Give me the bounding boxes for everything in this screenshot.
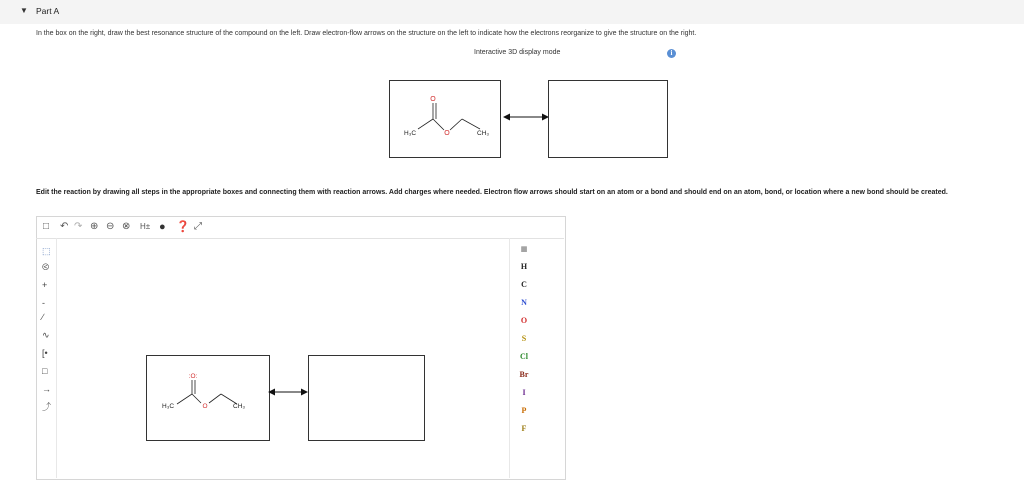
element-palette [509,238,538,478]
editor-methyl-right[interactable]: CH₃ [233,403,246,410]
editor-ester-oxygen[interactable]: O [202,403,208,410]
product-structure-box [548,80,668,158]
chain-tool-icon[interactable]: ∿ [42,330,50,340]
periodic-table-icon[interactable]: ▦ [520,245,528,253]
editor-resonance-arrow[interactable] [268,387,308,397]
editor-carbonyl-oxygen[interactable]: :O: [188,373,198,380]
part-header[interactable] [0,0,1024,24]
resonance-arrow [503,112,549,122]
zoom-in-icon[interactable]: ⊕ [90,221,99,232]
positive-charge-icon[interactable]: + [42,280,48,290]
undo-icon[interactable]: ↶ [60,221,69,232]
curved-arrow-icon[interactable]: ⤴ [42,402,52,412]
part-title: Part A [36,6,60,16]
bracket-tool-icon[interactable]: [• [42,348,48,358]
editor-product-box[interactable] [308,355,425,441]
info-circle-icon[interactable]: ● [159,221,166,233]
help-icon[interactable]: ❓ [176,221,190,233]
collapse-caret-icon[interactable]: ▼ [20,6,28,15]
methyl-left-label: H₃C [404,130,417,137]
element-f[interactable]: F [521,424,527,433]
editor-top-toolbar [36,216,564,239]
element-o[interactable]: O [520,316,528,325]
ester-molecule-figure [390,81,500,157]
carbonyl-oxygen: O [430,96,436,103]
eraser-icon[interactable]: ⧀ [42,262,50,272]
ring-tool-icon[interactable]: □ [42,366,48,376]
element-n[interactable]: N [521,298,527,307]
element-cl[interactable]: Cl [520,352,528,361]
zoom-out-icon[interactable]: ⊖ [106,221,115,232]
hydrogen-toggle-button[interactable]: H± [140,222,151,231]
element-s[interactable]: S [521,334,527,343]
redo-icon[interactable]: ↷ [74,221,83,232]
methyl-right-label: CH₃ [477,130,490,137]
reaction-arrow-icon[interactable]: → [42,384,51,394]
element-br[interactable]: Br [519,370,529,379]
zoom-fit-icon[interactable]: ⊗ [122,221,131,232]
editor-ester-molecule[interactable] [147,356,269,440]
element-p[interactable]: P [521,406,527,415]
element-c[interactable]: C [521,280,527,289]
drawing-editor[interactable] [36,216,566,480]
fullscreen-icon[interactable]: ⤢ [194,221,202,232]
display-mode-label[interactable]: Interactive 3D display mode [474,49,561,56]
editor-left-toolbar [36,238,57,478]
element-i[interactable]: I [522,388,526,397]
question-instructions: In the box on the right, draw the best resonance structure of the compound on the left. Draw electron-flow arrows on the structure on the left to indicate how the electrons reorganize to give the structure on the right. [36,30,697,37]
reactant-structure-box [389,80,501,158]
edit-instructions: Edit the reaction by drawing all steps in the appropriate boxes and connecting them with reaction arrows. Add charges where needed. Electron flow arrows should start on an atom or a bond and should end on an atom, bond, or location where a new bond should be created. [36,189,948,196]
select-tool-icon[interactable]: ⬚ [42,246,51,256]
info-icon[interactable]: i [667,49,676,58]
ester-oxygen: O [444,130,450,137]
single-bond-icon[interactable]: ∕ [42,312,44,322]
element-h[interactable]: H [520,262,528,271]
negative-charge-icon[interactable]: - [42,298,45,308]
editor-reactant-box[interactable] [146,355,270,441]
editor-methyl-left[interactable]: H₃C [162,403,175,410]
new-document-icon[interactable]: □ [43,221,50,232]
